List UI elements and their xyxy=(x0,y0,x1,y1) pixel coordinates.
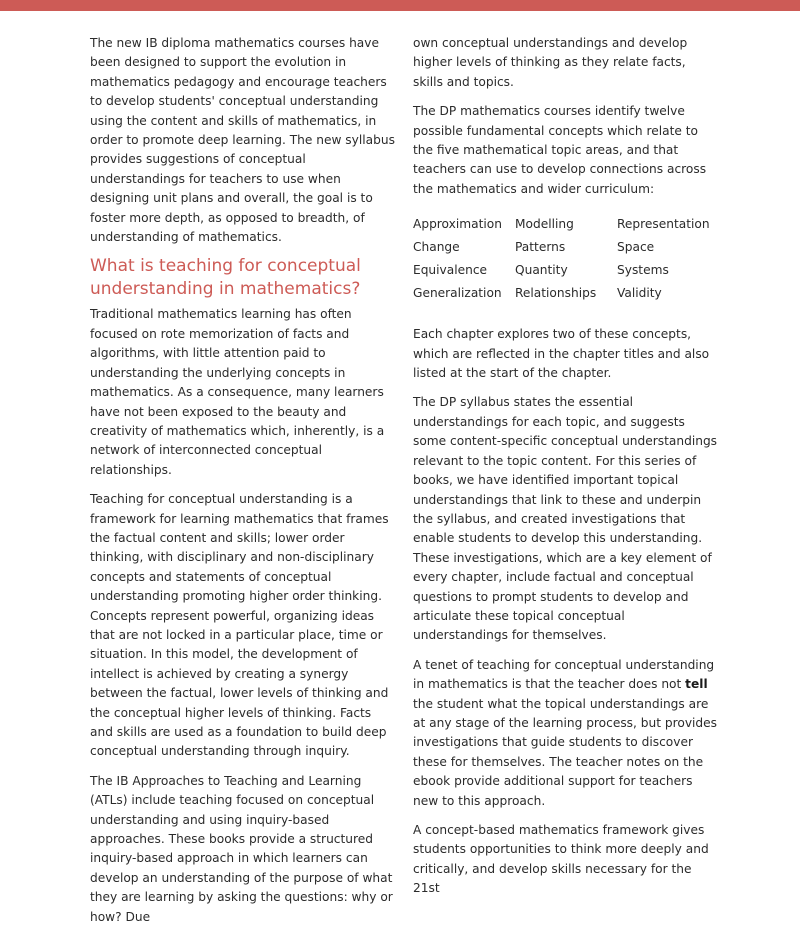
concept-item: Quantity xyxy=(515,263,568,278)
tenet-text-end: the student what the topical understandings are at any stage of the learning process, but provides investigations that guide students to discover these for themselves. The teacher notes on the ebook provide additional support for teachers new to this approach. xyxy=(413,696,718,808)
concept-item: Systems xyxy=(617,263,669,278)
concept-item: Equivalence xyxy=(413,263,488,278)
top-accent-bar xyxy=(0,0,800,11)
atl-paragraph: The IB Approaches to Teaching and Learning (ATLs) include teaching focused on conceptual understanding and using inquiry-based approaches. These books provide a structured inquiry-based approach in which learners can develop an understanding of the purpose of what they are learning by asking the questions: why or how? Due xyxy=(90,773,393,924)
concept-item: Validity xyxy=(617,286,662,301)
concept-item: Relationships xyxy=(515,286,597,301)
chapter-concepts-paragraph: Each chapter explores two of these concepts, which are reflected in the chapter titles and also listed at the start of the chapter. xyxy=(413,327,710,381)
intro-paragraph: The new IB diploma mathematics courses have been designed to support the evolution in mathematics pedagogy and encourage teachers to develop students' conceptual understanding using the content and skills of mathematics, in order to promote deep learning. The new syllabus provides suggestions of conceptual understandings for teachers to use when designing unit plans and overall, the goal is to foster more depth, as opposed to breadth, of understanding of mathematics. xyxy=(90,36,395,245)
concept-item: Representation xyxy=(617,217,710,232)
traditional-learning-paragraph: Traditional mathematics learning has often focused on rote memorization of facts and algorithms, with little attention paid to understanding the underlying concepts in mathematics. As a consequence, many learners have not been exposed to the beauty and creativity of mathematics which, inherently, is a network of interconnected conceptual relationships. xyxy=(90,307,385,477)
concepts-grid xyxy=(413,213,718,305)
tenet-paragraph xyxy=(413,656,718,811)
right-column xyxy=(413,34,718,909)
concept-item: Change xyxy=(413,240,460,255)
concept-item: Patterns xyxy=(515,240,566,255)
concept-item: Generalization xyxy=(413,286,502,301)
concept-item: Modelling xyxy=(515,217,574,232)
concept-item: Approximation xyxy=(413,217,502,232)
tell-emphasis: tell xyxy=(685,677,708,692)
tenet-text-start: A tenet of teaching for conceptual understanding in mathematics is that the teacher does not xyxy=(413,657,715,692)
concepts-intro-paragraph: The DP mathematics courses identify twelve possible fundamental concepts which relate to the five mathematical topic areas, and that teachers can use to develop connections across the mathematics and wider curriculum: xyxy=(413,104,707,196)
section-heading: What is teaching for conceptual understanding in mathematics? xyxy=(90,256,361,300)
framework-paragraph: Teaching for conceptual understanding is a framework for learning mathematics that frames the factual content and skills; lower order thinking, with disciplinary and non-disciplinary concepts and statements of conceptual understanding promoting higher order thinking. Concepts represent powerful, organizing ideas that are not locked in a particular place, time or situation. In this model, the development of intellect is achieved by creating a synergy between the factual, lower levels of thinking and the conceptual higher levels of thinking. Facts and skills are used as a foundation to build deep conceptual understanding through inquiry. xyxy=(90,492,389,759)
continuation-paragraph: own conceptual understandings and develop higher levels of thinking as they relate facts, skills and topics. xyxy=(413,36,688,89)
concept-item: Space xyxy=(617,240,655,255)
framework-benefits-paragraph: A concept-based mathematics framework gives students opportunities to think more deeply and critically, and develop skills necessary for the 21st xyxy=(413,823,709,896)
syllabus-paragraph: The DP syllabus states the essential understandings for each topic, and suggests some content-specific conceptual understandings relevant to the topic content. For this series of books, we have identified important topical understandings that link to these and underpin the syllabus, and created investigations that enable students to develop this understanding. These investigations, which are a key element of every chapter, include factual and conceptual questions to prompt students to develop and articulate these topical conceptual understandings for themselves. xyxy=(413,395,718,643)
left-column xyxy=(90,34,395,937)
